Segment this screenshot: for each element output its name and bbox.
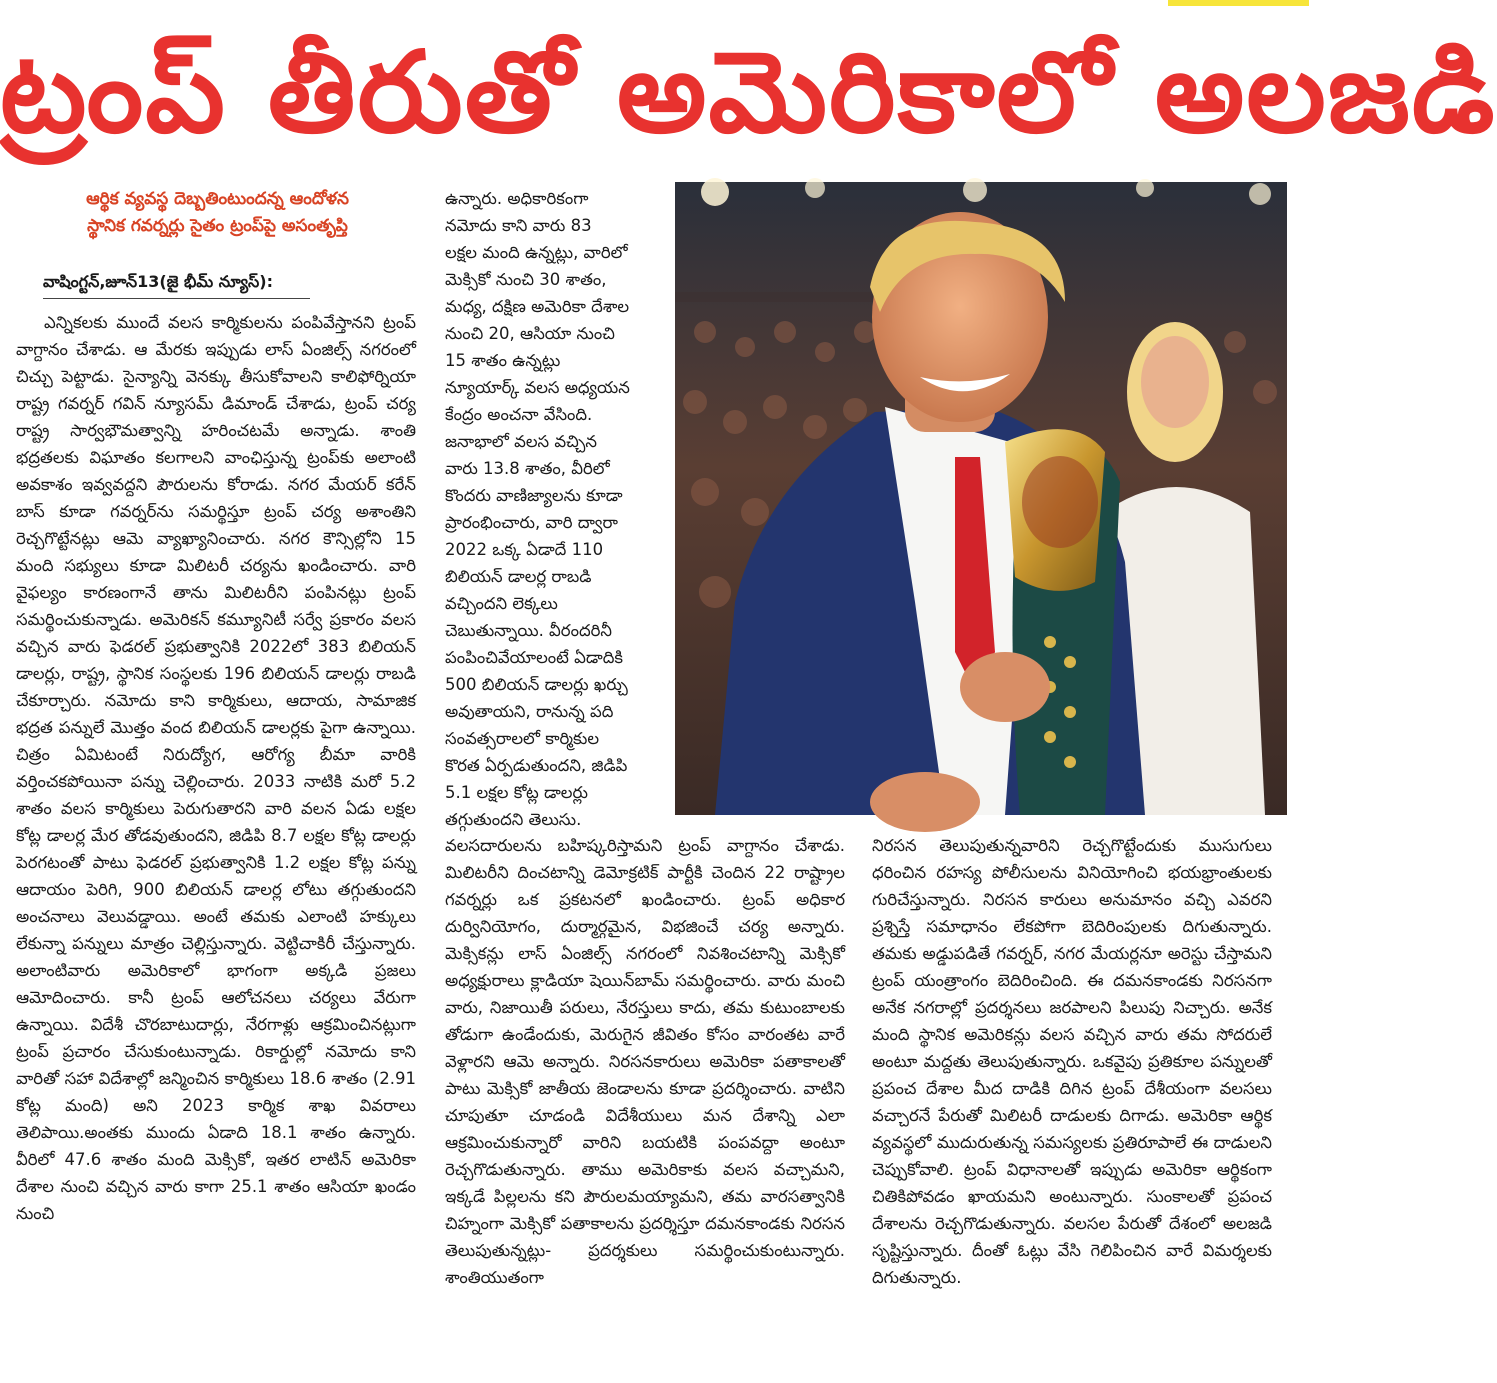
body-column-3: నిరసన తెలుపుతున్నవారిని రెచ్చగొట్టేందుకు ముసుగులు ధరించిన రహస్య పోలీసులను వినియోగించి భయభ్రాంతులకు గురిచేస్తున్నారు. నిరసన కారులు అనుమానం వచ్చి ఎవరని ప్రశ్నిస్తే సమాధానం లేకపోగా బెదిరింపులకు దిగుతున్నారు. తమకు అడ్డుపడితే గవర్నర్, నగర మేయర్లనూ అరెస్టు చేస్తామని ట్రంప్ యంత్రాంగం బెదిరించింది. ఈ దమనకాండకు నిరసనగా అనేక నగరాల్లో ప్రదర్శనలు జరపాలని పిలుపు నిచ్చారు. అనేక మంది స్థానిక అమెరికన్లు వలస వచ్చిన వారు తమ సోదరులే అంటూ మద్దతు తెలుపుతున్నారు. ఒకవైపు ప్రతికూల పన్నులతో ప్రపంచ దేశాల మీద దాడికి దిగిన ట్రంప్ దేశీయంగా వలసలు వచ్చారనే పేరుతో మిలిటరీ దాడులకు దిగాడు. అమెరికా ఆర్థిక వ్యవస్థలో ముదురుతున్న సమస్యలకు ప్రతిరూపాలే ఈ దాడులని చెప్పుకోవాలి. ట్రంప్ విధానాలతో ఇప్పుడు అమెరికా ఆర్థికంగా చితికిపోవడం ఖాయమని అంటున్నారు. సుంకాలతో ప్రపంచ దేశాలను రెచ్చగొడుతున్నారు. వలసల పేరుతో దేశంలో అలజడి సృష్టిస్తున్నారు. దీంతో ఓట్లు వేసి గెలిపించిన వారే విమర్శలకు దిగుతున్నారు. <box>872 836 1272 1287</box>
body-column-2-bottom: వలసదారులను బహిష్కరిస్తామని ట్రంప్ వాగ్దానం చేశాడు. మిలిటరీని దించటాన్ని డెమోక్రటిక్ పార్టీకి చెందిన 22 రాష్ట్రాల గవర్నర్లు ఒక ప్రకటనలో ఖండించారు. ట్రంప్ అధికార దుర్వినియోగం, దుర్మార్గమైన, విభజించే చర్య అన్నారు. మెక్సికన్లు లాస్ ఏంజిల్స్ నగరంలో నివశించటాన్ని మెక్సికో అధ్యక్షురాలు క్లాడియా షెయిన్‌బామ్ సమర్థించారు. వారు మంచి వారు, నిజాయితీ పరులు, నేరస్తులు కాదు, తమ కుటుంబాలకు తోడుగా ఉండేందుకు, మెరుగైన జీవితం కోసం వారంతట వారే వెళ్లారని ఆమె అన్నారు. నిరసనకారులు అమెరికా పతాకాలతో పాటు మెక్సికో జాతీయ జెండాలను కూడా ప్రదర్శించారు. వాటిని చూపుతూ చూడండి విదేశీయులు మన దేశాన్ని ఎలా ఆక్రమించుకున్నారో వారిని బయటికి పంపవద్దా అంటూ రెచ్చగొడుతున్నారు. తాము అమెరికాకు వలస వచ్చామని, ఇక్కడే పిల్లలను కని పౌరులమయ్యామని, తమ వారసత్వానికి చిహ్నంగా మెక్సికో పతాకాలను ప్రదర్శిస్తూ దమనకాండకు నిరసన తెలుపుతున్నట్లు- ప్రదర్శకులు సమర్థించుకుంటున్నారు. శాంతియుతంగా <box>445 836 845 1287</box>
news-photo <box>675 182 1287 815</box>
subheading-deck <box>20 186 415 240</box>
body-column-2-top: ఉన్నారు. అధికారికంగా నమోదు కాని వారు 83 లక్షల మంది ఉన్నట్లు, వారిలో మెక్సికో నుంచి 30 శాతం, మధ్య, దక్షిణ అమెరికా దేశాల నుంచి 20, ఆసియా నుంచి 15 శాతం ఉన్నట్లు న్యూయార్క్ వలస అధ్యయన కేంద్రం అంచనా వేసింది. జనాభాలో వలస వచ్చిన వారు 13.8 శాతం, వీరిలో కొందరు వాణిజ్యాలను కూడా ప్రారంభించారు, వారి ద్వారా 2022 ఒక్క ఏడాదే 110 బిలియన్ డాలర్ల రాబడి వచ్చిందని లెక్కలు చెబుతున్నాయి. వీరందరినీ పంపించివేయాలంటే ఏడాదికి 500 బిలియన్ డాలర్లు ఖర్చు అవుతాయని, రానున్న పది సంవత్సరాలలో కార్మికుల కొరత ఏర్పడుతుందని, జిడిపి 5.1 లక్షల కోట్ల డాలర్లు తగ్గుతుందని తెలుసు. <box>445 189 630 829</box>
dateline-rule <box>43 298 310 299</box>
dateline: వాషింగ్టన్,జూన్13(జై భీమ్ న్యూస్): <box>43 272 273 291</box>
headline: ట్రంప్ తీరుతో అమెరికాలో అలజడి <box>0 28 1497 158</box>
body-column-1: ఎన్నికలకు ముందే వలస కార్మికులను పంపివేస్తానని ట్రంప్ వాగ్దానం చేశాడు. ఆ మేరకు ఇప్పుడు లాస్ ఏంజిల్స్ నగరంలో చిచ్చు పెట్టాడు. సైన్యాన్ని వెనక్కు తీసుకోవాలని కాలిఫోర్నియా రాష్ట్ర గవర్నర్ గవిన్ న్యూసమ్ డిమాండ్ చేశాడు, ట్రంప్ చర్య రాష్ట్ర సార్వభౌమత్వాన్ని హరించటమే అన్నాడు. శాంతి భద్రతలకు విఘాతం కలగాలని వాంఛిస్తున్న ట్రంప్‌కు అలాంటి అవకాశం ఇవ్వవద్దని పౌరులను కోరాడు. నగర మేయర్ కరేన్ బాస్ కూడా గవర్నర్‌ను సమర్థిస్తూ ట్రంప్ చర్య అశాంతిని రెచ్చగొట్టేనట్లు ఆమె వ్యాఖ్యానించారు. నగర కౌన్సిల్లోని 15 మంది సభ్యులు కూడా మిలిటరీ చర్యను ఖండించారు. వారి వైఫల్యం కారణంగానే తాను మిలిటరీని పంపినట్లు ట్రంప్ సమర్థించుకున్నాడు. అమెరికన్ కమ్యూనిటీ సర్వే ప్రకారం వలస వచ్చిన వారు ఫెడరల్ ప్రభుత్వానికి 2022లో 383 బిలియన్ డాలర్లు, రాష్ట్ర, స్థానిక సంస్థలకు 196 బిలియన్ డాలర్లు రాబడి చేకూర్చారు. నమోదు కాని కార్మికులు, ఆదాయ, సామాజిక భద్రత పన్నులే మొత్తం వంద బిలియన్ డాలర్లకు పైగా ఉన్నాయి. చిత్రం ఏమిటంటే నిరుద్యోగ, ఆరోగ్య బీమా వారికి వర్తించకపోయినా పన్ను చెల్లించారు. 2033 నాటికి మరో 5.2 శాతం వలస కార్మికులు పెరుగుతారని వారి వలన ఏడు లక్షల కోట్ల డాలర్ల మేర తోడవుతుందని, జిడిపి 8.7 లక్షల కోట్ల డాలర్లు పెరగటంతో పాటు ఫెడరల్ ప్రభుత్వానికి 1.2 లక్షల కోట్ల పన్ను ఆదాయం పెరిగి, 900 బిలియన్ డాలర్ల లోటు తగ్గుతుందని అంచనాలు వెలువడ్డాయి. అంటే తమకు ఎలాంటి హక్కులు లేకున్నా పన్నులు మాత్రం చెల్లిస్తున్నారు. వెట్టిచాకిరీ చేస్తున్నారు. అలాంటివారు అమెరికాలో భాగంగా అక్కడి ప్రజలు ఆమోదించారు. కానీ ట్రంప్ ఆలోచనలు చర్యలు వేరుగా ఉన్నాయి. విదేశీ చొరబాటుదార్లు, నేరగాళ్లు ఆక్రమించినట్లుగా ట్రంప్ ప్రచారం చేసుకుంటున్నాడు. రికార్డుల్లో నమోదు కాని వారితో సహా విదేశాల్లో జన్మించిన కార్మికులు 18.6 శాతం (2.91 కోట్ల మంది) అని 2023 కార్మిక శాఖ వివరాలు తెలిపాయి.అంతకు ముందు ఏడాది 18.1 శాతం ఉన్నారు. వీరిలో 47.6 శాతం మంది మెక్సికో, ఇతర లాటిన్ అమెరికా దేశాల నుంచి వచ్చిన వారు కాగా 25.1 శాతం ఆసియా ఖండం నుంచి <box>16 313 416 1223</box>
subheading-1: ఆర్థిక వ్యవస్థ దెబ్బతింటుందన్న ఆందోళన <box>86 189 349 209</box>
corner-tab <box>1168 0 1309 6</box>
subheading-2: స్థానిక గవర్నర్లు సైతం ట్రంప్‌పై అసంతృప్తి <box>87 216 348 236</box>
